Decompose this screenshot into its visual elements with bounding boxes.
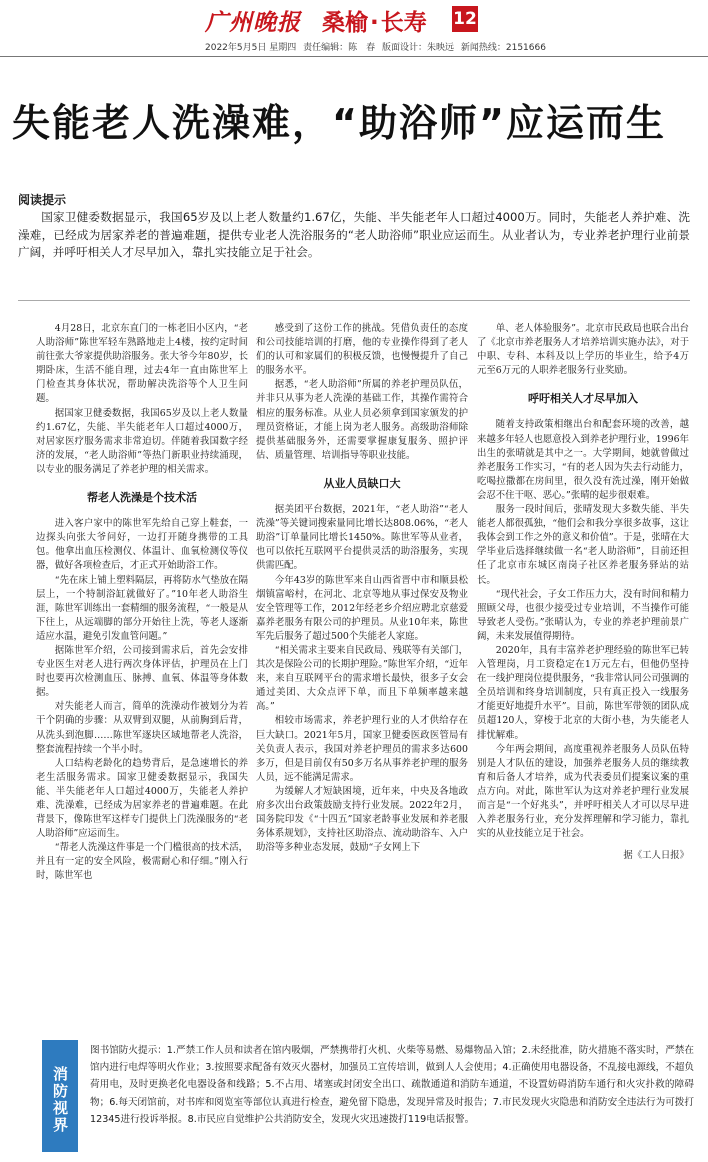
article-paragraph: 服务一段时间后，张晴发现大多数失能、半失能老人都很孤独，“他们会和我分享很多故事，这让我体会到工作之外的意义和价值”。于是，张晴在大学毕业后选择继续做一名“老人助浴师”，目前还担任了北京市东城区南岗子社区养老服务驿站的站长。 <box>477 504 689 586</box>
section-subname: 长寿 <box>380 10 427 36</box>
article-paragraph: “现代社会，子女工作压力大，没有时间和精力照顾父母，也很少接受过专业培训，不当操作可能导致老人受伤。”张晴认为，专业的养老护理前景广阔，未来发展值得期待。 <box>477 588 689 642</box>
section-separator: · <box>370 10 379 36</box>
article-paragraph: 今年43岁的陈世军来自山西省晋中市和顺县松烟镇富峪村，在河北、北京等地从事过保安及物业安全管理等工作，2012年经老乡介绍应聘北京慈爱嘉养老服务有限公司的护理员。从业10年来，陈世军先后服务了超过500个失能老人家庭。 <box>256 574 468 642</box>
article-paragraph: “帮老人洗澡这件事是一个门槛很高的技术活，并且有一定的安全风险，极需耐心和仔细。”刚入行时，陈世军也 <box>36 842 248 882</box>
section-name: 桑榆 <box>322 10 368 36</box>
lead-title: 阅读提示 <box>18 193 67 207</box>
dateline <box>205 40 550 53</box>
issue-date: 2022年5月5日 星期四 <box>205 43 297 53</box>
article-headline: 失能老人洗澡难，“助浴师”应运而生 <box>12 101 666 145</box>
article-paragraph: 感受到了这份工作的挑战。凭借负责任的态度和公司技能培训的打磨，他的专业操作得到了老人们的认可和家属们的积极反馈，也慢慢提升了自己的服务水平。 <box>256 323 468 377</box>
section-subheading: 帮老人洗澡是个技术活 <box>87 491 197 505</box>
article-paragraph: 据美团平台数据，2021年，“老人助浴”“老人洗澡”等关键词搜索量同比增长达808.06%，“老人助浴”订单量同比增长1450%。陈世军等从业者，也可以依托互联网平台提供灵活的助浴服务，实现供需匹配。 <box>256 504 468 572</box>
article-paragraph: 据陈世军介绍，公司接到需求后，首先会安排专业医生对老人进行两次身体评估，护理员在上门时也要再次检测血压、脉搏、血氧、体温等身体数据。 <box>36 644 248 699</box>
editor-credit: 责任编辑：陈 春 <box>303 43 376 53</box>
article-paragraph: 单、老人体验服务”。北京市民政局也联合出台了《北京市养老服务人才培养培训实施办法》，对于中职、专科、本科及以上学历的毕业生，给予4万元至6万元的人职养老服务行业奖励。 <box>477 323 689 377</box>
designer-credit: 版面设计：朱映远 <box>381 43 454 53</box>
newspaper-logo: 广州晚报 <box>205 9 301 36</box>
article-paragraph: “相关需求主要来自民政局、残联等有关部门，其次是保险公司的长期护理险。”陈世军介绍，“近年来，来自互联网平台的需求增长最快，很多子女会通过美团、大众点评下单，而且下单频率越来越高。” <box>256 644 468 713</box>
article-paragraph: 为缓解人才短缺困境，近年来，中央及各地政府多次出台政策鼓励支持行业发展。2022年2月，国务院印发《“十四五”国家老龄事业发展和养老服务体系规划》，支持社区助浴点、流动助浴车、入户助浴等多种业态发展，鼓励“子女网上下 <box>256 785 468 854</box>
page-number-badge: 12 <box>452 6 478 32</box>
lead-divider <box>18 300 690 301</box>
article-column-2 <box>256 322 468 855</box>
article-paragraph: 相较市场需求，养老护理行业的人才供给存在巨大缺口。2021年5月，国家卫健委医政医管局有关负责人表示，我国对养老护理员的需求多达600多万，但是目前仅有50多万名从事养老护理的服务人员，远不能满足需求。 <box>256 715 468 783</box>
article-column-3 <box>477 322 689 863</box>
section-subheading: 呼吁相关人才尽早加入 <box>528 392 638 406</box>
article-paragraph: 对失能老人而言，简单的洗澡动作被划分为若干个阴确的步骤：从双臂到双腿，从前胸到后背，从洗头到泡脚……陈世军逐块区域地帮老人洗浴，整套流程持续一个半小时。 <box>36 701 248 755</box>
article-paragraph: 进入客户家中的陈世军先给自己穿上鞋套，一边探头向张大爷问好，一边打开随身携带的工具包。他拿出血压检测仪、体温计、血氧检测仪等仪器，做好各项检查后，才正式开始助浴工作。 <box>36 518 248 572</box>
header-divider <box>0 56 708 57</box>
article-column-1 <box>36 322 248 884</box>
article-paragraph: 据国家卫健委数据，我国65岁及以上老人数量约1.67亿，失能、半失能老年人口超过4000万，对居家医疗服务需求非常迫切。伴随着我国数字经济的发展，“老人助浴师”等热门新职业持续涌现，以专业的服务满足了养老护理的相关需求。 <box>36 407 248 475</box>
section-subheading: 从业人员缺口大 <box>323 476 401 490</box>
article-paragraph: 据悉，“老人助浴师”所属的养老护理员队伍，并非只从事为老人洗澡的基础工作，其操作需符合相应的服务标准。从业人员必须拿到国家颁发的护理员资格证，才能上岗为老人服务。高级助浴师除提供基础服务外，还需要掌握康复服务、照护评估、质量管理、培训指导等职业技能。 <box>256 379 468 461</box>
section-title <box>322 4 427 37</box>
lead-summary: 国家卫健委数据显示，我国65岁及以上老人数量约1.67亿，失能、半失能老年人口超过4000万。同时，失能老人养护难、洗澡难，已经成为居家养老的普遍难题，提供专业老人洗浴服务的“老人助浴师”职业应运而生。从业者认为，专业养老护理行业前景广阔，并呼吁相关人才尽早加入，靠扎实技能立足于社会。 <box>18 210 690 259</box>
article-paragraph: 4月28日，北京东直门的一栋老旧小区内，“老人助浴师”陈世军轻车熟路地走上4楼，按约定时间前往张大爷家提供助浴服务。张大爷今年80岁，长期卧床，生活不能自理，过去4年一直由陈世军上门检查其身体状况，帮助解决洗浴等个人卫生问题。 <box>36 323 248 405</box>
fire-safety-label: 消防视界 <box>42 1040 78 1152</box>
article-paragraph: 人口结构老龄化的趋势背后，是急速增长的养老生活服务需求。国家卫健委数据显示，我国失能、半失能老年人口超过4000万，失能老人养护难、洗澡难，已经成为居家养老的普遍难题。在此背景下，像陈世军这样专门提供上门洗澡服务的“老人助浴师”应运而生。 <box>36 757 248 840</box>
article-paragraph: “先在床上铺上塑料隔层，再将防水气垫放在隔层上，一个特制浴缸就做好了。”10年老人助浴生涯，陈世军训练出一套精细的服务流程，“一般是从下往上，从远端脚的部分开始往上洗，等老人逐渐适应水温，避免引发血管问题。” <box>36 574 248 642</box>
article-paragraph: 随着支持政策相继出台和配套环境的改善，越来越多年轻人也愿意投入到养老护理行业，1996年出生的张晴就是其中之一。大学期间，她就曾做过养老服务工作实习，“有的老人因为失去行动能力，吃喝拉撒都在房间里，很久没有洗过澡，刚开始做会忍不住干呕、恶心。”张晴的起步很艰难。 <box>477 419 689 501</box>
news-hotline: 新闻热线：2151666 <box>460 43 546 53</box>
fire-safety-text: 图书馆防火提示：1.严禁工作人员和读者在馆内吸烟，严禁携带打火机、火柴等易燃、易爆物品入馆；2.未经批准，防火措施不落实时，严禁在馆内进行电焊等明火作业；3.按照要求配备有效灭火器材，加强员工宣传培训，做到人人会使用；4.正确使用电器设备，不乱接电源线，不超负荷用电，及时更换老化电器设备和线路；5.不占用、堵塞或封闭安全出口、疏散通道和消防车通道，不设置妨碍消防车通行和火灾扑救的障碍物；6.每天闭馆前，对书库和阅览室等部位认真进行检查，避免留下隐患，发现异常及时报告；7.市民发现火灾隐患和消防安全违法行为可拨打12345进行投诉举报。8.市民应自觉维护公共消防安全，发现火灾迅速拨打119电话报警。 <box>90 1045 694 1125</box>
article-paragraph: 今年两会期间，高度重视养老服务人员队伍特别是人才队伍的建设，加强养老服务人员的继续教育和后备人才培养，成为代表委员们提案议案的重点方向。对此，陈世军认为这对养老护理行业发展而言是“一个好兆头”，并呼吁相关人才可以尽早进入养老服务行业，充分发挥理解和学习能力，靠扎实的从业技能立足于社会。 <box>477 743 689 840</box>
article-paragraph: 2020年，具有丰富养老护理经验的陈世军已转入管理岗，月工资稳定在1万元左右，但他仍坚持在一线护理岗位提供服务，“我非常认同公司强调的全员培训和终身培训制度，只有真正投入一线服务才能更好地提升水平”。目前，陈世军带领的团队成员超120人，穿梭于北京的大街小巷，为失能老人排忧解难。 <box>477 644 689 741</box>
source-credit: 据《工人日报》 <box>623 850 689 862</box>
